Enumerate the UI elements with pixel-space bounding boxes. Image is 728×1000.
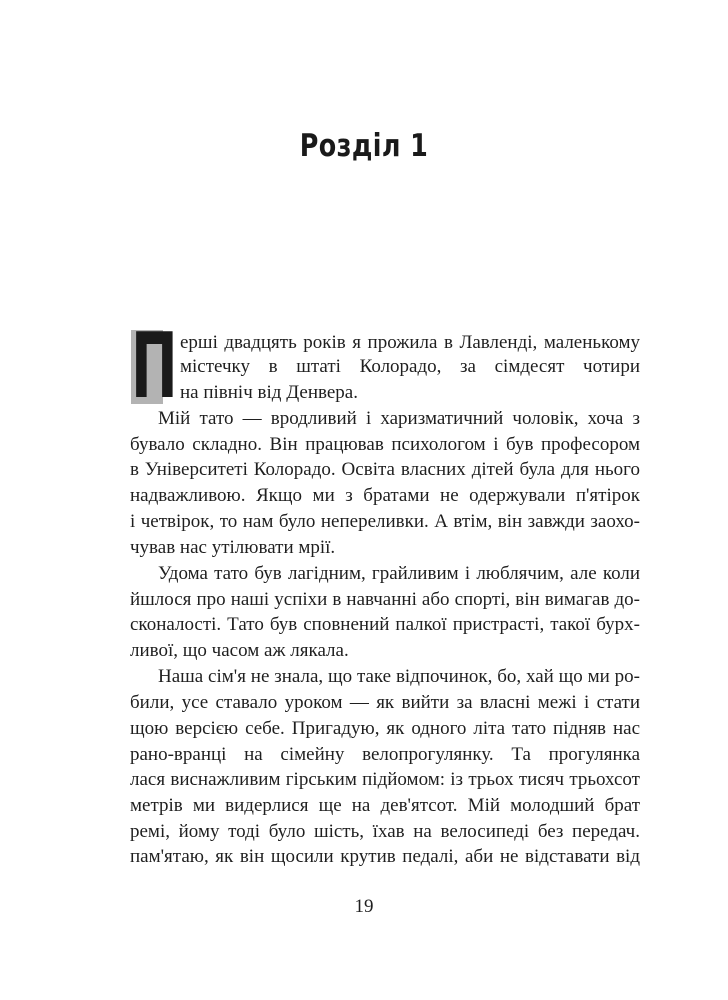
text-line: ремі, йому тоді було шість, їхав на велосипеді без передач.	[130, 821, 640, 842]
text-line: Наша сім'я не знала, що таке відпочинок, бо, хай що ми ро-	[158, 666, 640, 687]
text-line: в Університеті Колорадо. Освіта власних дітей була для нього	[130, 459, 640, 480]
text-line: ливої, що часом аж лякала.	[130, 640, 349, 661]
text-line: щою версією себе. Пригадую, як одного літа тато підняв нас	[130, 718, 640, 739]
text-line: пам'ятаю, як він щосили крутив педалі, аби не відставати від	[130, 846, 640, 867]
text-line: рано-вранці на сімейну велопрогулянку. Та прогулянка	[130, 744, 640, 765]
text-line: на північ від Денвера.	[180, 382, 358, 403]
text-line: йшлося про наші успіхи в навчанні або спорті, він вимагав до-	[130, 589, 640, 610]
page-number: 19	[354, 896, 374, 917]
text-line: бувало складно. Він працював психологом і був професором	[130, 434, 640, 455]
text-line: ерші двадцять років я прожила в Лавленді, маленькому	[180, 332, 640, 353]
text-line: і четвірок, то нам було непереливки. А втім, він завжди заохо-	[130, 511, 640, 532]
drop-cap-letter: П	[131, 314, 178, 419]
text-line: метрів ми видерлися ще на дев'ятсот. Мій молодший брат	[130, 795, 640, 816]
text-line: били, усе ставало уроком — як вийти за власні межі і стати	[130, 692, 640, 713]
chapter-title: Розділ 1	[299, 128, 429, 164]
text-line: Мій тато — вродливий і харизматичний чоловік, хоча з	[158, 408, 640, 429]
text-line: сконалості. Тато був сповнений палкої пристрасті, такої бурх-	[130, 614, 640, 635]
text-line: чував нас утілювати мрії.	[130, 537, 336, 558]
text-line: містечку в штаті Колорадо, за сімдесят чотири	[180, 356, 640, 377]
text-line: лася виснажливим гірським підйомом: із трьох тисяч трьохсот	[130, 769, 640, 790]
text-line: надважливою. Якщо ми з братами не одержували п'ятірок	[130, 485, 640, 506]
text-line: Удома тато був лагідним, грайливим і люблячим, але коли	[158, 563, 640, 584]
